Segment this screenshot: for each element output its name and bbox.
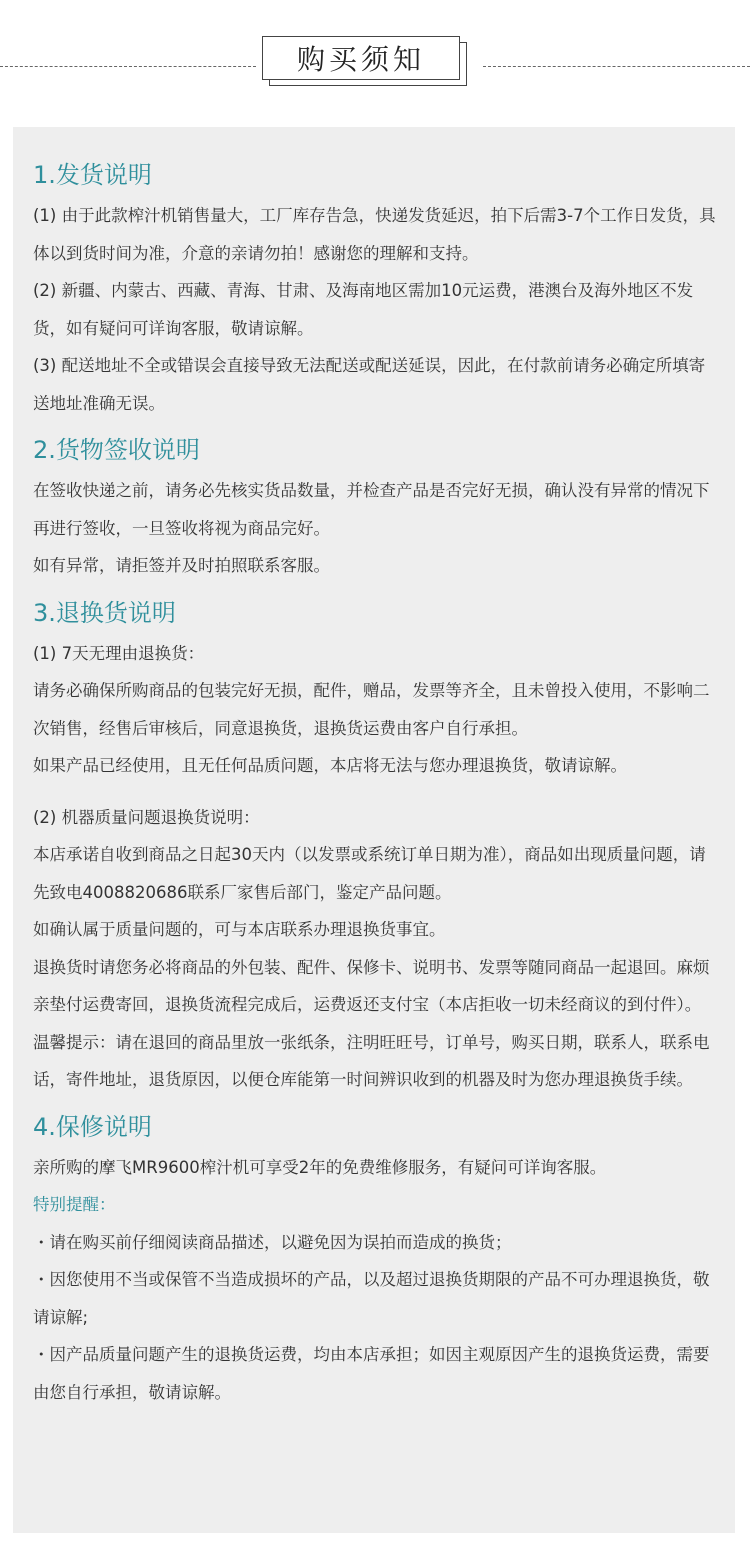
bullet-item: ・因产品质量问题产生的退换货运费，均由本店承担；如因主观原因产生的退换货运费，需要由您自行承担，敬请谅解。 (33, 1345, 710, 1402)
section-title: 3.退换货说明 (33, 598, 176, 627)
section-title: 2.货物签收说明 (33, 436, 200, 464)
paragraph: 请务必确保所购商品的包装完好无损，配件，赠品，发票等齐全，且未曾投入使用，不影响二次销售，经售后审核后，同意退换货，退换货运费由客户自行承担。 (33, 681, 710, 738)
section-warranty (33, 1109, 717, 1412)
paragraph: 如果产品已经使用，且无任何品质问题，本店将无法与您办理退换货，敬请谅解。 (33, 756, 627, 775)
bullet-item: ・因您使用不当或保管不当造成损坏的产品，以及超过退换货期限的产品不可办理退换货，敬请谅解; (33, 1270, 710, 1327)
dashed-divider-left (0, 66, 256, 67)
paragraph: 在签收快递之前，请务必先核实货品数量，并检查产品是否完好无损，确认没有异常的情况下再进行签收，一旦签收将视为商品完好。 (33, 481, 710, 538)
paragraph: (1) 7天无理由退换货： (33, 643, 205, 663)
paragraph: (2) 机器质量问题退换货说明： (33, 807, 260, 827)
section-title: 1.发货说明 (33, 161, 152, 189)
section-receipt (33, 432, 717, 585)
header (0, 0, 750, 105)
paragraph: 如有异常，请拒签并及时拍照联系客服。 (33, 556, 330, 575)
paragraph: 本店承诺自收到商品之日起30天内（以发票或系统订单日期为准），商品如出现质量问题，请先致电4008820686联系厂家售后部门，鉴定产品问题。 (33, 845, 706, 902)
special-note-title: 特别提醒： (33, 1195, 116, 1214)
paragraph: 退换货时请您务必将商品的外包装、配件、保修卡、说明书、发票等随同商品一起退回。麻烦亲垫付运费寄回，退换货流程完成后，运费返还支付宝（本店拒收一切未经商议的到付件）。 (33, 957, 710, 1014)
paragraph: (2) 新疆、内蒙古、西藏、青海、甘肃、及海南地区需加10元运费，港澳台及海外地区不发货，如有疑问可详询客服，敬请谅解。 (33, 281, 694, 338)
paragraph: 温馨提示：请在退回的商品里放一张纸条，注明旺旺号，订单号，购买日期，联系人，联系电话，寄件地址，退货原因，以便仓库能第一时间辨识收到的机器及时为您办理退换货手续。 (33, 1032, 710, 1089)
paragraph: (1) 由于此款榨汁机销售量大，工厂库存告急，快递发货延迟，拍下后需3-7个工作日发货，具体以到货时间为准，介意的亲请勿拍！感谢您的理解和支持。 (33, 206, 716, 263)
paragraph: (3) 配送地址不全或错误会直接导致无法配送或配送延误，因此，在付款前请务必确定所填寄送地址准确无误。 (33, 356, 706, 413)
bullet-item: ・请在购买前仔细阅读商品描述，以避免因为误拍而造成的换货； (33, 1232, 512, 1252)
section-returns (33, 595, 717, 1099)
page-title: 购买须知 (296, 43, 425, 76)
section-title: 4.保修说明 (33, 1112, 152, 1141)
title-box (262, 36, 460, 80)
paragraph: 亲所购的摩飞MR9600榨汁机可享受2年的免费维修服务，有疑问可详询客服。 (33, 1157, 607, 1177)
section-shipping (33, 157, 717, 422)
dashed-divider-right (483, 66, 750, 67)
notice-panel (13, 127, 735, 1533)
paragraph: 如确认属于质量问题的，可与本店联系办理退换货事宜。 (33, 920, 446, 939)
